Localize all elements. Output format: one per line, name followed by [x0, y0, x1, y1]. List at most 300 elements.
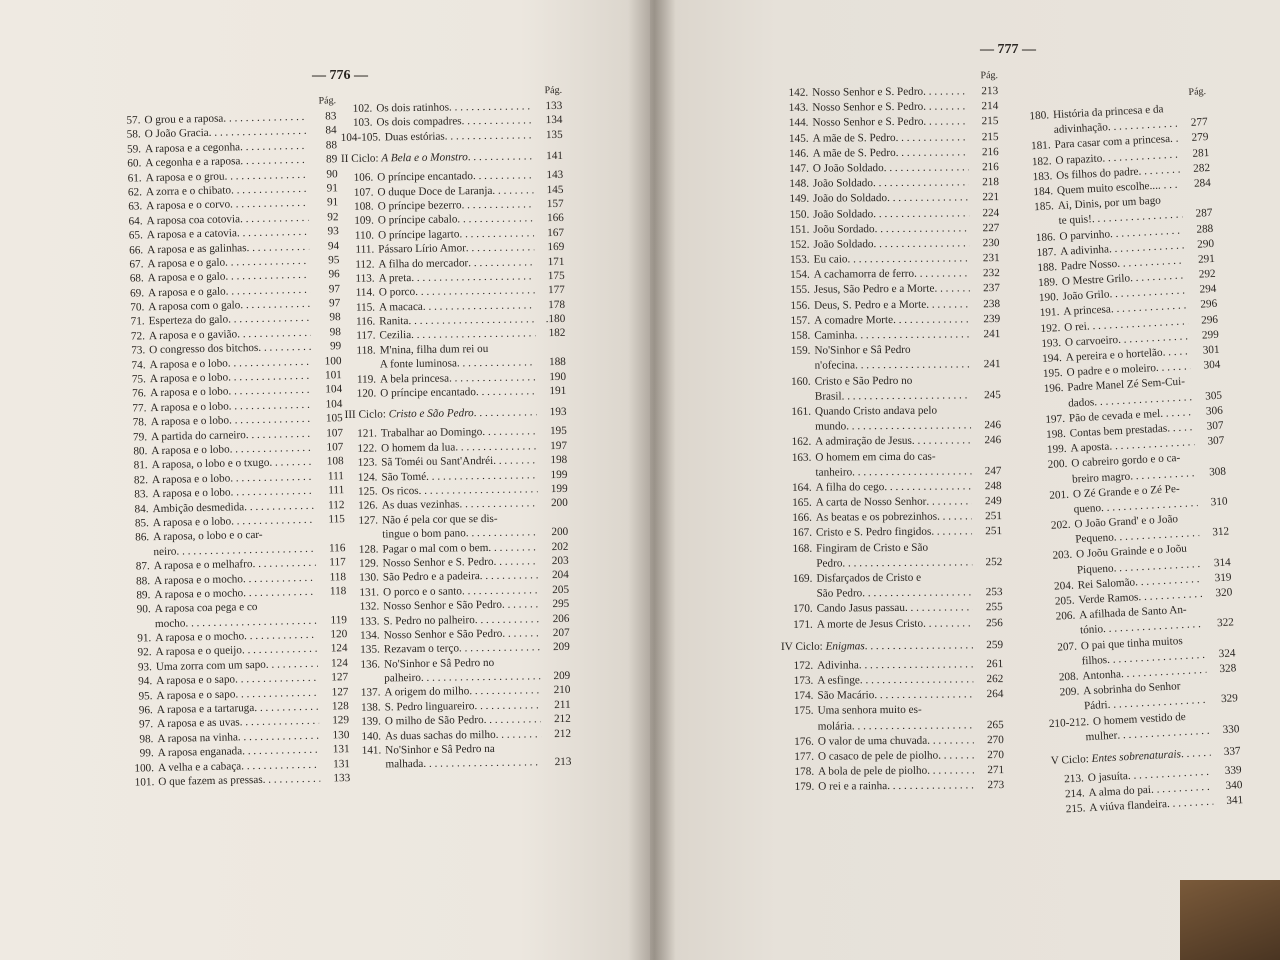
entry-page: 145: [546, 183, 564, 196]
entry-title: malhada . . .: [385, 756, 541, 773]
entry-title: Os dois compadres . . .: [376, 114, 532, 131]
toc-column-right-1: [776, 70, 1004, 795]
entry-title: A raposa e o lobo . . .: [152, 484, 314, 502]
entry-number: 204.: [1053, 579, 1075, 593]
entry-number: 171.: [793, 618, 813, 631]
entry-title: Uma zorra com um sapo . . .: [156, 657, 318, 675]
entry-title: Joõu Sordado . . .: [813, 221, 969, 238]
entry-title: São Pedro . . .: [816, 585, 972, 602]
entry-number: [1048, 710, 1084, 712]
section-title: Cristo e São Pedro: [388, 407, 474, 421]
entry-number: 109.: [354, 214, 374, 228]
entry-title: Jesus, São Pedro e a Morte . . .: [814, 282, 970, 299]
entry-title: João Soldado . . .: [813, 236, 969, 253]
entry-number: 119.: [356, 373, 377, 386]
entry-page: 131: [333, 757, 351, 771]
entry-page: 99: [329, 340, 342, 353]
entry-number: 207.: [1057, 640, 1078, 654]
entry-title: A raposa e o galo . . .: [148, 282, 310, 300]
entry-title: A raposa e o lobo . . .: [150, 369, 312, 387]
entry-number: 182.: [1031, 154, 1052, 168]
entry-page: 211: [554, 698, 571, 711]
entry-page: 182: [548, 327, 566, 340]
entry-page: 127: [331, 671, 349, 684]
entry-title: A admiração de Jesus . . .: [815, 434, 971, 451]
entry-page: 133: [545, 99, 563, 113]
entry-title: A filha do mercador . . .: [378, 255, 534, 272]
entry-number: 118.: [356, 344, 376, 357]
entry-number: 147.: [789, 162, 809, 175]
entry-page: 310: [1210, 495, 1228, 509]
entry-page: 213: [554, 756, 572, 769]
entry-number: 124.: [357, 471, 378, 484]
entry-page: 287: [1195, 207, 1213, 221]
entry-title: O porco e o santo . . .: [383, 583, 539, 600]
entry-page: 127: [331, 685, 349, 699]
entry-number: 154.: [790, 268, 810, 282]
entry-title: A fonte luminosa . . .: [380, 356, 536, 373]
entry-number: 96.: [138, 704, 153, 717]
entry-title: mocho . . .: [155, 613, 317, 631]
entry-title: O homem vestido de: [1092, 710, 1187, 728]
entry-title: Os ricos . . .: [382, 482, 538, 499]
entry-title: O João Gracia . . .: [145, 124, 307, 142]
entry-page: 232: [982, 267, 1000, 280]
entry-page: 307: [1206, 419, 1224, 433]
entry-number: 71.: [130, 315, 145, 329]
entry-title: Nosso Senhor e S. Pedro . . .: [812, 84, 968, 101]
entry-title: filhos . . .: [1081, 648, 1206, 670]
entry-page: 256: [985, 616, 1003, 629]
entry-page: 111: [328, 484, 345, 497]
entry-title: A raposa e o lobo . . .: [150, 383, 312, 401]
entry-page: 177: [547, 284, 565, 297]
entry-page: 83: [325, 110, 337, 123]
entry-number: 148.: [789, 177, 810, 191]
entry-page: 246: [984, 434, 1002, 447]
entry-title: A raposa enganada . . .: [158, 743, 320, 761]
entry-number: 170.: [793, 603, 813, 616]
entry-title: As duas sachas do milho . . .: [385, 727, 541, 744]
entry-page: 296: [1200, 298, 1218, 312]
entry-page: 339: [1224, 764, 1242, 777]
book-gutter: [628, 0, 676, 960]
page-label: Pág.: [1188, 86, 1207, 98]
entry-number: 145.: [788, 132, 809, 145]
entry-page: 246: [984, 419, 1002, 432]
entry-number: 125.: [357, 485, 378, 498]
entry-page: 104: [325, 397, 343, 411]
entry-title: O jasuíta . . .: [1087, 765, 1212, 787]
entry-number: 63.: [128, 200, 143, 213]
entry-number: [1038, 512, 1074, 514]
entry-number: 140.: [361, 730, 382, 743]
entry-title: A adivinha . . .: [1060, 238, 1185, 260]
entry-number: 83.: [134, 488, 149, 501]
entry-number: 113.: [355, 272, 375, 285]
entry-page: 216: [982, 160, 999, 174]
entry-title: A raposa e a cegonha . . .: [145, 139, 307, 157]
entry-number: 133.: [359, 615, 380, 628]
entry-title: O cabreiro gordo e o ca-: [1071, 452, 1181, 470]
entry-number: 208.: [1058, 670, 1079, 684]
entry-number: 214.: [1064, 787, 1085, 801]
entry-page: 230: [982, 236, 1000, 250]
entry-title: Pádri . . .: [1084, 693, 1209, 715]
entry-page: 167: [547, 226, 565, 239]
entry-title: A bela princesa . . .: [380, 370, 536, 387]
entry-page: 341: [1226, 794, 1244, 808]
entry-title: O parvinho . . .: [1059, 223, 1184, 245]
entry-page: 135: [545, 128, 563, 141]
entry-page: 319: [1214, 571, 1232, 585]
entry-number: 80.: [133, 445, 148, 458]
entry-title: A partida do carneiro . . .: [151, 426, 313, 444]
entry-title: São Macário . . .: [817, 687, 973, 704]
page-label: Pág.: [318, 95, 337, 107]
entry-page: 124: [330, 656, 348, 670]
entry-title: Quando Cristo andava pelo: [814, 404, 938, 418]
entry-page: [1191, 383, 1221, 385]
entry-title: Antonha . . .: [1082, 663, 1207, 685]
entry-title: Caminha . . .: [814, 327, 970, 344]
entry-page: 320: [1215, 586, 1233, 600]
entry-title: A comadre Morte . . .: [814, 312, 970, 329]
entry-page: [315, 536, 345, 537]
entry-page: 305: [1204, 389, 1223, 403]
entry-page: 282: [1192, 161, 1211, 175]
section-title: Entes sobrenaturais: [1091, 748, 1182, 765]
entry-page: 209: [552, 641, 570, 654]
entry-title: A esfinge . . .: [817, 672, 973, 689]
entry-title: A carta de Nosso Senhor . . .: [816, 494, 972, 511]
entry-title: Quem muito escolhe... . . .: [1057, 177, 1182, 199]
entry-number: [1046, 664, 1082, 666]
entry-page: 92: [327, 210, 339, 224]
entry-title: Nosso Senhor e S. Pedro . . .: [812, 100, 968, 117]
entry-page: [1209, 717, 1239, 719]
entry-title: Pequeno . . .: [1075, 526, 1200, 548]
section-heading: [344, 400, 566, 427]
entry-number: 112.: [355, 258, 375, 271]
entry-number: 84.: [134, 502, 149, 516]
entry-page: 112: [328, 498, 345, 512]
entry-page: 212: [554, 727, 572, 740]
entry-title: Esperteza do galo . . .: [149, 311, 311, 329]
entry-title: Pássaro Lírio Amor . . .: [378, 240, 534, 257]
entry-title: João Soldado . . .: [813, 206, 969, 223]
entry-number: 174.: [793, 689, 814, 702]
entry-number: 90.: [136, 603, 151, 616]
entry-page: 330: [1222, 722, 1240, 736]
entry-title: n'ofecina . . .: [815, 358, 971, 375]
toc-column-right-2: [1016, 86, 1244, 818]
entry-page: 166: [546, 212, 564, 225]
entry-page: 207: [552, 626, 570, 639]
entry-title: dados . . .: [1068, 390, 1193, 412]
entry-title: A cachamorra de ferro . . .: [814, 267, 970, 284]
entry-page: 95: [328, 254, 340, 267]
entry-number: 134.: [359, 629, 380, 642]
entry-title: A origem do milho . . .: [384, 684, 540, 701]
entry-title: Cristo e São Pedro no: [814, 374, 913, 388]
entry-title: São Pedro e a padeira . . .: [383, 569, 539, 586]
entry-title: A viúva flandeira . . .: [1089, 795, 1214, 817]
entry-number: 93.: [137, 661, 153, 674]
entry-title: S. Pedro no palheiro . . .: [383, 612, 539, 629]
entry-number: 165.: [792, 496, 812, 509]
entry-page: 248: [984, 479, 1002, 493]
entry-page: 115: [328, 513, 345, 526]
entry-number: [118, 555, 154, 556]
entry-number: 103.: [352, 116, 373, 130]
entry-title: Duas estórias . . .: [385, 128, 533, 144]
toc-entry: [782, 778, 1004, 795]
entry-page: 292: [1198, 267, 1216, 281]
entry-number: 173.: [793, 674, 814, 687]
entry-title: O príncipe lagarto . . .: [378, 226, 534, 243]
entry-title: O Mestre Grilo . . .: [1061, 268, 1186, 290]
entry-title: A raposa com o galo . . .: [148, 297, 310, 315]
entry-number: 143.: [788, 101, 809, 115]
page-number-right: — 777 —: [980, 42, 1036, 57]
entry-number: [344, 368, 380, 369]
table-surface: [1180, 880, 1280, 960]
entry-number: 59.: [126, 143, 142, 156]
entry-number: 110.: [354, 229, 375, 242]
entry-number: 107.: [353, 186, 374, 199]
entry-page: [1182, 201, 1212, 203]
entry-number: 72.: [130, 330, 146, 343]
entry-page: 191: [549, 384, 567, 398]
entry-number: 86.: [135, 531, 150, 544]
entry-number: 186.: [1035, 230, 1056, 244]
entry-title: O duque Doce de Laranja . . .: [377, 183, 533, 200]
entry-title: As beatas e os pobrezinhos . . .: [816, 510, 972, 527]
entry-title: A preta . . .: [379, 269, 535, 286]
entry-page: [1205, 641, 1235, 643]
section-prefix: II Ciclo:: [340, 152, 382, 166]
entry-page: 215: [981, 115, 999, 128]
entry-title: A raposa e o grou . . .: [145, 167, 307, 185]
entry-page: 107: [326, 441, 344, 454]
entry-number: 160.: [791, 375, 811, 388]
entry-page: 241: [983, 328, 1001, 341]
entry-page: 210: [553, 684, 571, 697]
entry-page: 205: [552, 583, 570, 596]
entry-number: [119, 627, 155, 628]
entry-number: 100.: [134, 761, 155, 775]
entry-title: A alma do pai . . .: [1088, 780, 1213, 802]
entry-number: [1018, 133, 1054, 135]
entry-page: 337: [1223, 745, 1241, 758]
entry-title: O Zé Grande e o Zé Pe-: [1072, 482, 1180, 501]
entry-number: 121.: [357, 427, 377, 441]
entry-number: 75.: [131, 373, 146, 386]
entry-title: O rei e a rainha . . .: [818, 779, 974, 796]
entry-number: 181.: [1030, 139, 1051, 153]
entry-number: [1036, 482, 1072, 484]
entry-title: A raposa e a catovia . . .: [147, 225, 309, 243]
entry-number: 169.: [792, 572, 813, 585]
entry-number: 189.: [1037, 276, 1059, 290]
entry-number: 163.: [791, 451, 812, 464]
entry-page: 188: [548, 356, 566, 369]
entry-page: 218: [982, 176, 1000, 189]
entry-page: 100: [324, 354, 342, 368]
entry-number: 146.: [789, 147, 809, 160]
entry-page: 245: [983, 388, 1001, 401]
entry-number: 102.: [352, 102, 373, 115]
entry-page: 214: [981, 100, 999, 113]
entry-number: 168.: [792, 542, 813, 555]
entry-number: 141.: [361, 744, 382, 757]
toc-entry: [344, 384, 566, 401]
entry-page: 290: [1196, 237, 1215, 251]
entry-number: 95.: [138, 689, 153, 703]
entry-title: Verde Ramos . . .: [1078, 587, 1203, 609]
entry-number: [1044, 634, 1080, 636]
entry-page: 128: [331, 700, 349, 713]
section-heading: [781, 633, 1003, 659]
entry-number: 164.: [791, 481, 812, 494]
entry-title: A aposta . . .: [1070, 435, 1195, 457]
entry-title: O casaco de pele de piolho . . .: [818, 748, 974, 765]
right-page: [650, 0, 1280, 960]
entry-number: 183.: [1032, 169, 1053, 183]
entry-number: 131.: [359, 586, 380, 599]
entry-title: Nosso Senhor e S. Pedro . . .: [383, 554, 539, 571]
entry-number: 201.: [1049, 488, 1070, 502]
entry-number: 193.: [1041, 336, 1062, 350]
entry-number: 70.: [130, 301, 145, 314]
entry-title: Disfarçados de Cristo e: [816, 571, 922, 585]
entry-page: 175: [547, 269, 565, 283]
entry-page: 157: [546, 197, 564, 211]
entry-title: O homem da lua . . .: [381, 439, 537, 456]
entry-title: A raposa e o gavião . . .: [149, 326, 311, 344]
entry-number: 132.: [359, 600, 380, 613]
entry-title: A raposa e o queijo . . .: [155, 642, 317, 660]
entry-page: 241: [983, 358, 1001, 371]
entry-page: 130: [332, 728, 350, 742]
entry-title: O que fazem as pressas . . .: [158, 772, 320, 790]
entry-title: breiro magro . . .: [1072, 466, 1197, 488]
entry-title: Pedro . . .: [816, 555, 972, 572]
entry-page: 304: [1203, 358, 1221, 372]
entry-page: 215: [981, 130, 999, 143]
entry-number: 82.: [133, 474, 149, 487]
entry-page: 328: [1219, 662, 1237, 676]
entry-title: O príncipe encantado . . .: [380, 384, 536, 401]
entry-number: 88.: [135, 574, 151, 588]
entry-title: A raposa e o mocho . . .: [154, 570, 316, 588]
entry-number: 115.: [355, 301, 376, 314]
entry-number: 99.: [139, 747, 154, 760]
entry-number: 62.: [127, 186, 143, 199]
entry-title: O Joõu Grainde e o Joõu: [1075, 543, 1188, 561]
entry-number: 81.: [133, 459, 148, 472]
entry-number: 206.: [1055, 609, 1076, 623]
entry-number: 202.: [1050, 518, 1071, 532]
entry-number: 111.: [355, 243, 375, 256]
entry-page: [1200, 550, 1230, 552]
entry-page: 324: [1218, 647, 1236, 660]
entry-title: A raposa e o lobo . . .: [150, 398, 312, 416]
entry-title: O príncipe bezerro . . .: [378, 197, 534, 214]
entry-number: 203.: [1052, 549, 1073, 563]
entry-page: 197: [550, 439, 568, 452]
entry-page: 91: [326, 182, 339, 195]
entry-number: 177.: [794, 750, 815, 763]
entry-number: 97.: [138, 718, 154, 731]
entry-number: 117.: [356, 329, 376, 343]
entry-number: 58.: [126, 128, 141, 142]
entry-number: 196.: [1043, 382, 1064, 396]
entry-title: Ranita . . .: [379, 312, 535, 329]
entry-title: A raposa e o galo . . .: [147, 254, 309, 272]
entry-page: 294: [1199, 283, 1217, 296]
entry-number: 195.: [1042, 367, 1063, 381]
entry-page: 279: [1191, 131, 1209, 145]
entry-number: 108.: [353, 200, 374, 213]
entry-title: M'nina, filha dum rei ou: [379, 342, 489, 357]
entry-title: Ambição desmedida . . .: [152, 498, 314, 516]
entry-number: 159.: [790, 344, 811, 358]
entry-title: molária . . .: [818, 718, 974, 735]
entry-page: 295: [552, 597, 570, 611]
entry-title: mundo . . .: [815, 418, 971, 435]
entry-number: 60.: [127, 157, 142, 170]
entry-title: neiro . . .: [153, 541, 315, 559]
entry-page: 264: [986, 688, 1004, 701]
entry-number: 180.: [1029, 109, 1050, 123]
entry-title: Para casar com a princesa . . .: [1054, 132, 1179, 154]
entry-title: História da princesa e da: [1052, 103, 1164, 122]
entry-page: 299: [1201, 328, 1220, 342]
entry-number: 67.: [129, 258, 144, 271]
entry-page: 224: [982, 206, 1000, 219]
entry-title: No'Sinhor e Sâ Pedro na: [385, 742, 495, 757]
entry-page: 251: [985, 510, 1002, 523]
entry-page: 262: [986, 672, 1004, 686]
entry-number: 74.: [131, 358, 146, 372]
entry-number: 188.: [1037, 260, 1058, 274]
entry-number: [1050, 740, 1086, 742]
entry-page: [317, 608, 347, 609]
entry-page: 221: [982, 191, 1000, 204]
entry-title: O porco . . .: [379, 284, 535, 301]
entry-page: 249: [984, 495, 1002, 508]
entry-title: Eu caio . . .: [814, 251, 970, 268]
entry-number: 135.: [360, 643, 380, 657]
entry-number: 162.: [791, 436, 812, 449]
entry-title: A raposa e o mocho . . .: [154, 585, 316, 603]
entry-title: A raposa e o melhafro . . .: [154, 556, 316, 574]
entry-page: 97: [328, 297, 341, 310]
entry-page: 306: [1205, 404, 1224, 418]
entry-page: [1203, 611, 1233, 613]
entry-number: 137.: [360, 686, 381, 700]
entry-number: 130.: [359, 571, 379, 585]
entry-title: A raposa e o lobo . . .: [153, 513, 315, 531]
entry-number: 114.: [355, 286, 375, 300]
entry-page: 202: [551, 540, 569, 553]
entry-title: A raposa e as galinhas . . .: [147, 239, 309, 257]
section-heading: [341, 144, 563, 171]
entry-page: 190: [549, 370, 567, 383]
entry-title: Contas bem prestadas . . .: [1069, 420, 1194, 442]
